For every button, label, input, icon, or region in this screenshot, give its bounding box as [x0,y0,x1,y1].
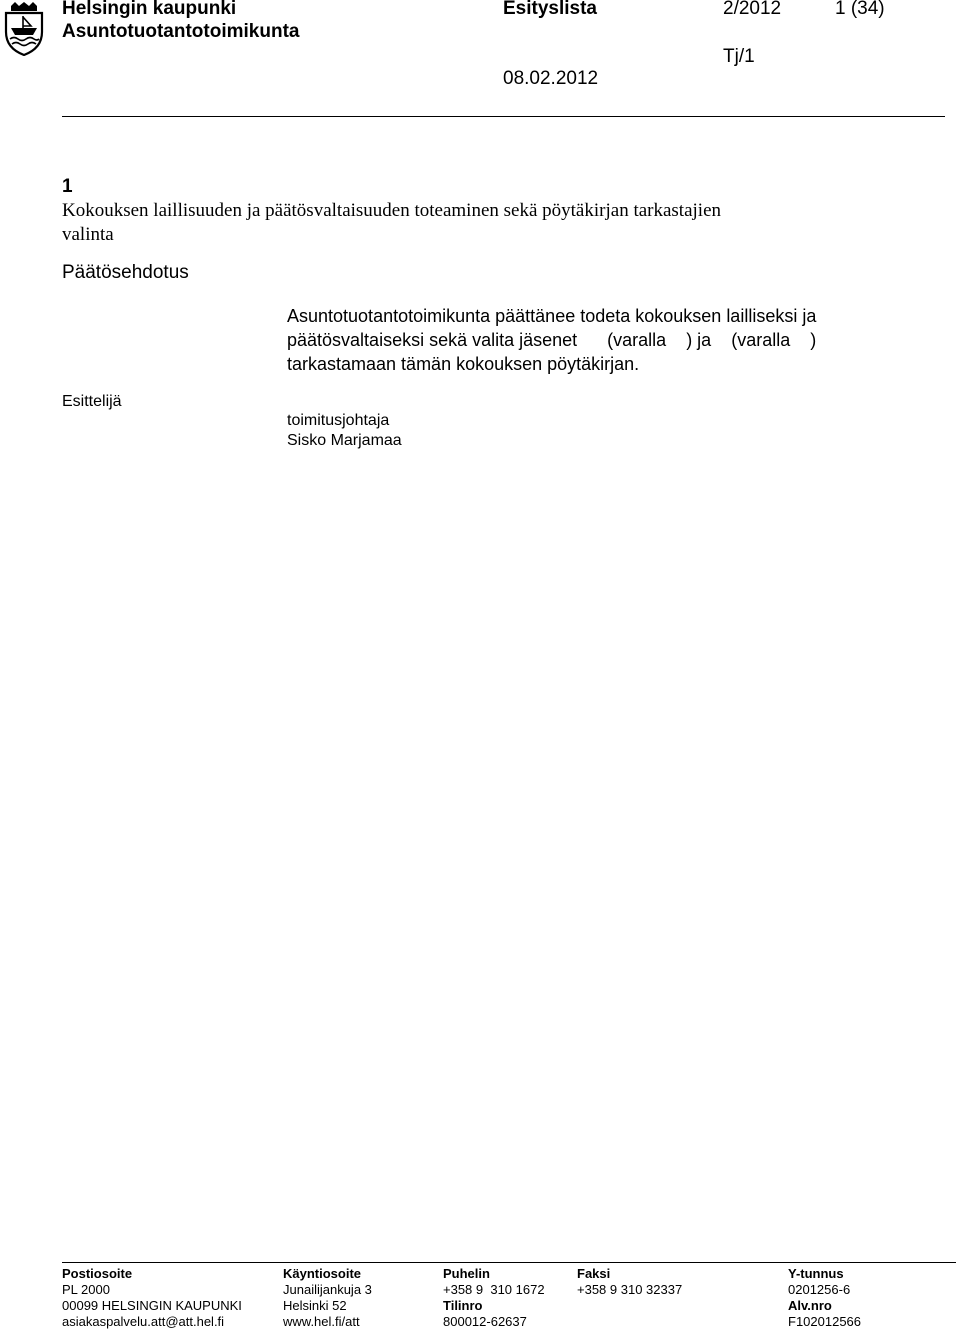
footer-postal-line2: 00099 HELSINGIN KAUPUNKI [62,1298,242,1313]
footer-visit-label: Käyntiosoite [283,1266,362,1281]
footer-visit-line1: Junailijankuja 3 [283,1282,372,1297]
footer-phone: +358 9 310 1672 [443,1282,545,1297]
committee-name: Asuntotuotantotoimikunta [62,21,300,42]
footer-vat: F102012566 [788,1314,862,1329]
footer-ytunnus-label: Y-tunnus [788,1266,844,1281]
footer-fax-label: Faksi [577,1266,611,1281]
proposal-line: tarkastamaan tämän kokouksen pöytäkirjan. [287,354,640,374]
footer-email: asiakaspalvelu.att@att.hel.fi [62,1314,225,1329]
footer-postal-label: Postiosoite [62,1266,133,1281]
document-number: 2/2012 [723,0,782,19]
footer-fax: +358 9 310 32337 [577,1282,683,1297]
page-number: 1 (34) [835,0,885,19]
organization-name: Helsingin kaupunki [62,0,237,19]
footer-account-label: Tilinro [443,1298,483,1313]
item-reference: Tj/1 [723,46,755,67]
meeting-date: 08.02.2012 [503,68,599,89]
footer-vat-label: Alv.nro [788,1298,832,1313]
proposal-line: Asuntotuotantotoimikunta päättänee todeta kokouksen lailliseksi ja [287,306,817,326]
footer-visit-line2: Helsinki 52 [283,1298,347,1313]
helsinki-crest-logo [2,2,46,56]
footer-account: 800012-62637 [443,1314,527,1329]
proposal-heading: Päätösehdotus [62,262,189,283]
footer-postal-line1: PL 2000 [62,1282,110,1297]
document-type: Esityslista [503,0,597,19]
header-divider [62,116,945,117]
presenter-label: Esittelijä [62,393,122,410]
footer-divider [62,1262,956,1263]
item-number: 1 [62,176,73,197]
presenter-name: Sisko Marjamaa [287,432,402,449]
proposal-text [287,304,816,376]
footer-phone-label: Puhelin [443,1266,490,1281]
presenter-title: toimitusjohtaja [287,412,390,429]
proposal-line: päätösvaltaiseksi sekä valita jäsenet (varalla ) ja (varalla ) [287,330,817,350]
footer-web: www.hel.fi/att [283,1314,360,1329]
item-title: Kokouksen laillisuuden ja päätösvaltaisuuden toteaminen sekä pöytäkirjan tarkastajien valinta [62,200,722,245]
footer-ytunnus: 0201256-6 [788,1282,851,1297]
